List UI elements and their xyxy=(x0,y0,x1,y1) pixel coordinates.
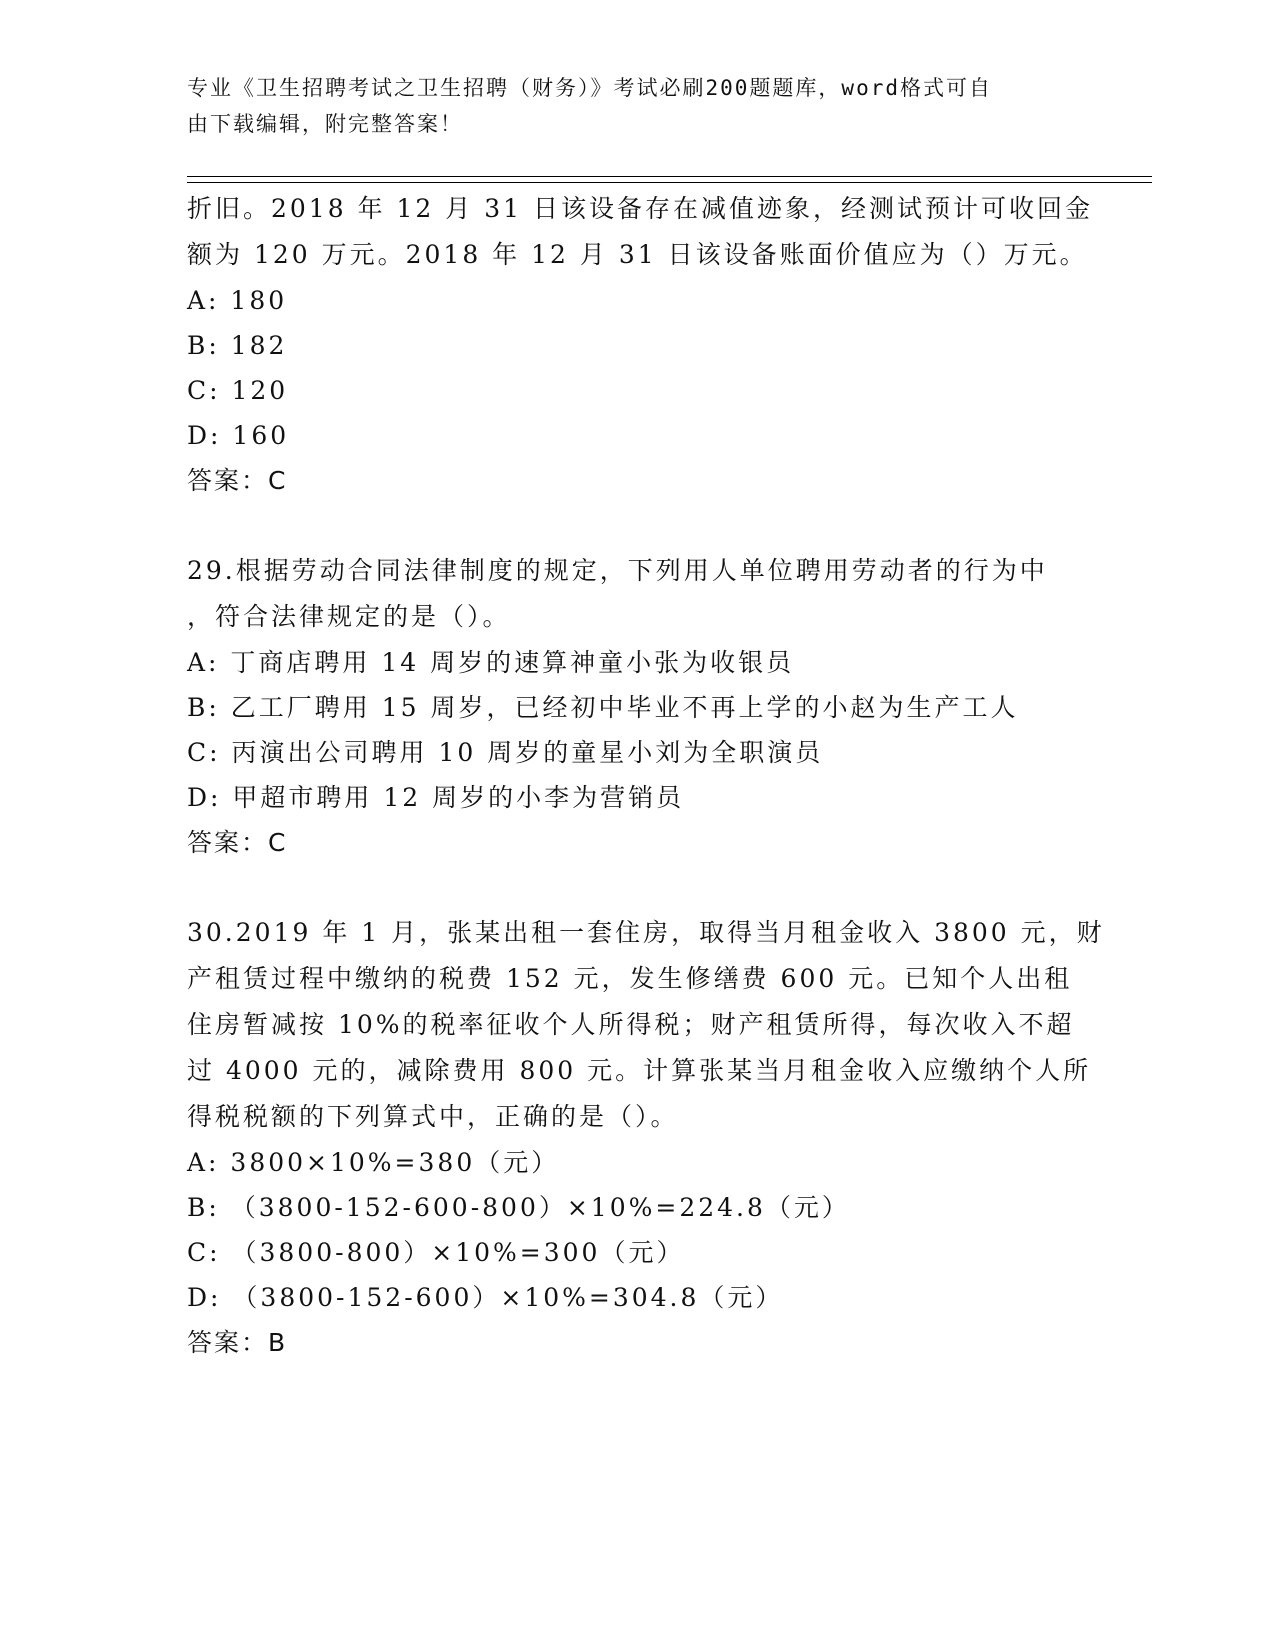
question-stem-line: 29.根据劳动合同法律制度的规定，下列用人单位聘用劳动者的行为中 xyxy=(187,556,1048,585)
question-block xyxy=(187,910,1105,1365)
question-block xyxy=(187,548,1087,865)
question-stem-line: 30.2019 年 1 月，张某出租一套住房，取得当月租金收入 3800 元，财 xyxy=(187,918,1105,947)
option-d: D: 甲超市聘用 12 周岁的小李为营销员 xyxy=(187,783,685,812)
answer-line: 答案：B xyxy=(187,1328,288,1357)
question-stem-line: 额为 120 万元。2018 年 12 月 31 日该设备账面价值应为（）万元。 xyxy=(187,240,1088,269)
option-c: C: 丙演出公司聘用 10 周岁的童星小刘为全职演员 xyxy=(187,738,824,767)
question-block xyxy=(187,186,1093,503)
option-b: B: 182 xyxy=(187,331,288,360)
question-stem-line: 折旧。2018 年 12 月 31 日该设备存在减值迹象，经测试预计可收回金 xyxy=(187,194,1093,223)
header-divider-bottom xyxy=(187,182,1152,183)
option-d: D: （3800-152-600）×10%=304.8（元） xyxy=(187,1283,784,1312)
question-stem-line: 产租赁过程中缴纳的税费 152 元，发生修缮费 600 元。已知个人出租 xyxy=(187,964,1073,993)
document-header xyxy=(187,70,1087,142)
question-list xyxy=(187,186,1105,1410)
answer-line: 答案：C xyxy=(187,466,288,495)
header-line-1: 专业《卫生招聘考试之卫生招聘（财务）》考试必刷200题题库，word格式可自 xyxy=(187,76,992,100)
option-d: D: 160 xyxy=(187,421,290,450)
option-a: A: 180 xyxy=(187,286,288,315)
question-stem-line: ，符合法律规定的是（）。 xyxy=(187,602,511,631)
answer-line: 答案：C xyxy=(187,828,288,857)
question-stem-line: 得税税额的下列算式中，正确的是（）。 xyxy=(187,1102,679,1131)
option-b: B: 乙工厂聘用 15 周岁，已经初中毕业不再上学的小赵为生产工人 xyxy=(187,693,1019,722)
option-a: A: 丁商店聘用 14 周岁的速算神童小张为收银员 xyxy=(187,648,795,677)
question-stem-line: 过 4000 元的，减除费用 800 元。计算张某当月租金收入应缴纳个人所 xyxy=(187,1056,1092,1085)
option-c: C: （3800-800）×10%=300（元） xyxy=(187,1238,685,1267)
option-a: A: 3800×10%=380（元） xyxy=(187,1148,560,1177)
question-stem-line: 住房暂减按 10%的税率征收个人所得税；财产租赁所得，每次收入不超 xyxy=(187,1010,1075,1039)
header-line-2: 由下载编辑，附完整答案！ xyxy=(187,112,463,136)
header-divider-top xyxy=(187,176,1152,177)
option-b: B: （3800-152-600-800）×10%=224.8（元） xyxy=(187,1193,850,1222)
option-c: C: 120 xyxy=(187,376,289,405)
